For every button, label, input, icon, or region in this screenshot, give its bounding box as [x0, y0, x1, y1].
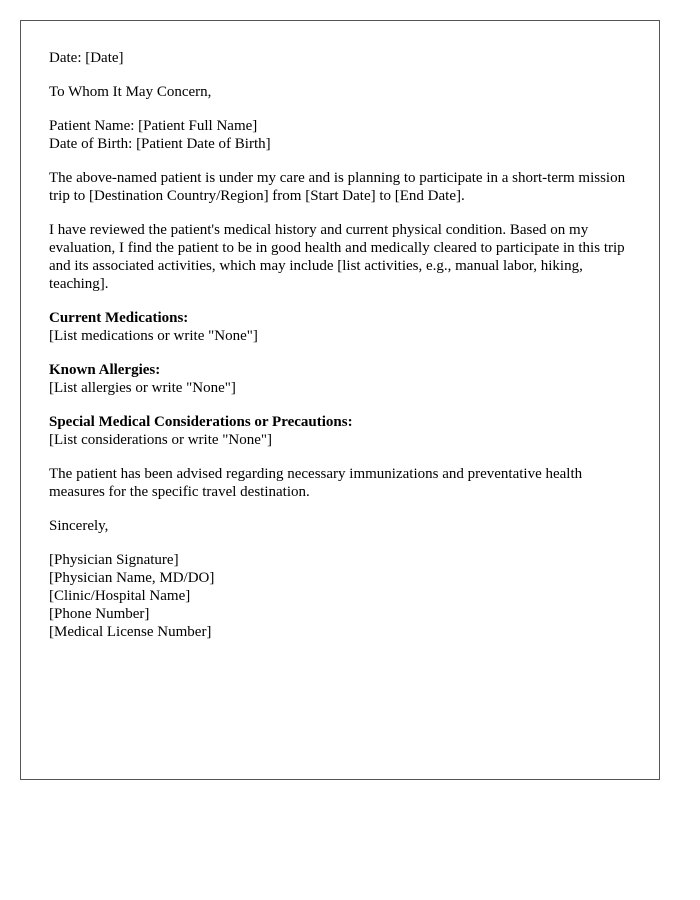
patient-name-line: Patient Name: [Patient Full Name] [49, 118, 258, 134]
immunization-paragraph: The patient has been advised regarding necessary immunizations and preventative health measures for the specific travel destination. [49, 466, 583, 500]
license-number: [Medical License Number] [49, 624, 212, 640]
trip-paragraph: The above-named patient is under my care and is planning to participate in a short-term mission trip to [Destination Country/Region] from [Start Date] to [End Date]. [49, 170, 626, 204]
considerations-value: [List considerations or write "None"] [49, 432, 273, 448]
patient-info [49, 117, 635, 153]
considerations-heading: Special Medical Considerations or Precautions: [49, 414, 353, 430]
closing: Sincerely, [49, 518, 109, 534]
physician-signature: [Physician Signature] [49, 552, 179, 568]
date-line: Date: [Date] [49, 50, 124, 66]
medications-value: [List medications or write "None"] [49, 328, 258, 344]
considerations-section [49, 413, 635, 449]
letter-page [20, 20, 660, 780]
signature-block [49, 551, 635, 641]
medications-section [49, 309, 635, 345]
letter-body [49, 49, 635, 657]
medications-heading: Current Medications: [49, 310, 189, 326]
clearance-paragraph: I have reviewed the patient's medical history and current physical condition. Based on my evaluation, I find the patient to be in good health and medically cleared to participate in this trip and its associated activities, which may include [list activities, e.g., manual labor, hiking, teaching]. [49, 222, 625, 292]
phone-number: [Phone Number] [49, 606, 150, 622]
physician-name: [Physician Name, MD/DO] [49, 570, 215, 586]
clinic-name: [Clinic/Hospital Name] [49, 588, 191, 604]
salutation: To Whom It May Concern, [49, 84, 212, 100]
allergies-value: [List allergies or write "None"] [49, 380, 236, 396]
allergies-heading: Known Allergies: [49, 362, 161, 378]
allergies-section [49, 361, 635, 397]
dob-line: Date of Birth: [Patient Date of Birth] [49, 136, 271, 152]
